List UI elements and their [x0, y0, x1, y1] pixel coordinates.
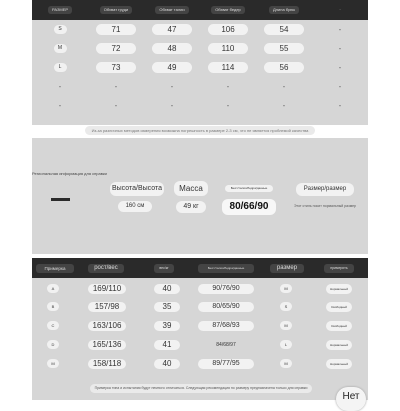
value-cell: -: [170, 101, 174, 110]
value-cell: -: [338, 25, 342, 34]
table-row: [32, 317, 368, 335]
fit-cell: Нормальный: [326, 359, 352, 369]
table-row: [32, 58, 368, 77]
header-size: РАЗМЕР: [48, 6, 72, 14]
bwh-cell: 90/76/90: [198, 284, 254, 294]
fitting-table: [32, 258, 368, 400]
size-cell: -: [58, 82, 62, 91]
divider-dash: [51, 198, 70, 201]
value-cell: 114: [208, 62, 248, 73]
value-cell: 49: [152, 62, 192, 73]
weight-cell: 35: [154, 302, 180, 312]
size-cell: L: [280, 340, 292, 349]
value-cell: -: [338, 82, 342, 91]
header-fit: примерить: [324, 264, 354, 273]
table-row: [32, 39, 368, 58]
fit-cell: Нормальный: [326, 284, 352, 294]
size-note: Этот стиль носит нормальный размер: [293, 204, 356, 208]
model-cell: D: [47, 340, 59, 349]
value-cell: 106: [208, 24, 248, 35]
bust-value: 80/66/90: [222, 199, 276, 215]
size-table-header: [32, 0, 368, 20]
height-weight-cell: 158/118: [88, 359, 126, 369]
table-row: [32, 96, 368, 115]
size-table: [32, 0, 368, 125]
fit-cell: Свободный: [326, 302, 352, 312]
height-weight-cell: 169/110: [88, 284, 126, 294]
size-label: Размер/размер: [296, 183, 354, 196]
value-cell: 47: [152, 24, 192, 35]
size-cell: L: [54, 63, 67, 72]
table-row: [32, 336, 368, 354]
fit-cell: Свободный: [326, 321, 352, 331]
value-cell: -: [282, 101, 286, 110]
header-length: Длина брюк: [269, 6, 299, 14]
header-height-weight: рост/вес: [88, 264, 124, 273]
size-cell: -: [58, 101, 62, 110]
weight-cell: 40: [154, 284, 180, 294]
value-cell: -: [170, 82, 174, 91]
bwh-cell: 84/68/97: [216, 342, 236, 348]
header-weight: вес/кг: [154, 264, 174, 273]
table-row: [32, 298, 368, 316]
size-cell: M: [280, 359, 292, 368]
value-cell: -: [338, 44, 342, 53]
bwh-cell: 89/77/95: [198, 359, 254, 369]
weight-cell: 40: [154, 359, 180, 369]
value-cell: -: [338, 63, 342, 72]
model-cell: A: [47, 284, 59, 293]
table-row: [32, 280, 368, 298]
value-cell: 48: [152, 43, 192, 54]
value-cell: 71: [96, 24, 136, 35]
corner-button[interactable]: Нет: [336, 387, 366, 411]
fitting-note: Примерка типа и испытания будут немного отличаться. Следующая рекомендация по размеру предназначена только для справки: [90, 384, 312, 393]
value-cell: 54: [264, 24, 304, 35]
weight-cell: 41: [154, 340, 180, 350]
weight-cell: 39: [154, 321, 180, 331]
header-extra: ·: [339, 7, 341, 12]
height-label: Высота/Высота: [110, 182, 164, 196]
weight-label: Масса: [174, 181, 208, 196]
value-cell: 110: [208, 43, 248, 54]
fit-cell: Нормальный: [326, 340, 352, 350]
size-cell: M: [280, 321, 292, 330]
model-measurements: [32, 138, 368, 254]
value-cell: -: [338, 101, 342, 110]
model-cell: C: [47, 321, 59, 330]
value-cell: -: [282, 82, 286, 91]
header-size: размер: [270, 264, 304, 273]
model-cell: M: [47, 359, 59, 368]
header-hips: Обхват бедер: [211, 6, 245, 14]
header-bwh: Бюст/талия/бедра/данные: [198, 264, 254, 273]
table-row: [32, 77, 368, 96]
size-cell: S: [54, 25, 67, 34]
bwh-cell: 87/68/93: [198, 321, 254, 331]
bwh-cell: 80/65/90: [198, 302, 254, 312]
table-row: [32, 20, 368, 39]
value-cell: -: [114, 82, 118, 91]
value-cell: 73: [96, 62, 136, 73]
height-value: 160 см: [118, 201, 152, 212]
region-caption: Региональная информация для справки: [32, 171, 107, 176]
header-model: Примерка: [36, 264, 74, 273]
height-weight-cell: 157/98: [88, 302, 126, 312]
height-weight-cell: 165/136: [88, 340, 126, 350]
header-waist: Обхват талии: [155, 6, 188, 14]
measurement-note-text: Из-за различных методов измерения возможна погрешность в размере 2-3 см, что не является проблемой качества: [85, 126, 316, 135]
size-cell: M: [54, 44, 67, 53]
value-cell: -: [114, 101, 118, 110]
bust-caption: Бюст/талия/бедра/данные: [225, 185, 273, 192]
fitting-table-header: [32, 258, 368, 278]
value-cell: 55: [264, 43, 304, 54]
value-cell: 72: [96, 43, 136, 54]
table-row: [32, 355, 368, 373]
model-cell: B: [47, 302, 59, 311]
header-chest: Обхват груди: [100, 6, 133, 14]
value-cell: -: [226, 82, 230, 91]
size-cell: S: [280, 302, 292, 311]
measurement-note: [32, 126, 368, 135]
value-cell: 56: [264, 62, 304, 73]
height-weight-cell: 163/106: [88, 321, 126, 331]
value-cell: -: [226, 101, 230, 110]
size-cell: M: [280, 284, 292, 293]
weight-value: 49 кг: [176, 201, 206, 213]
